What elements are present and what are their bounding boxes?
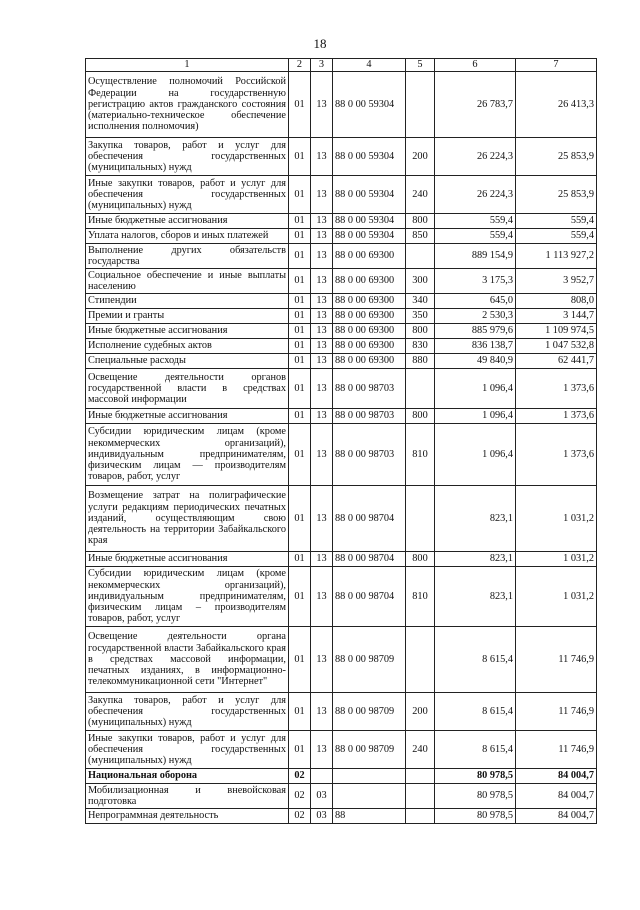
amount-year1-cell: 823,1 [435, 552, 516, 567]
subsection-code-cell: 13 [311, 731, 333, 769]
expense-type-cell: 240 [406, 731, 435, 769]
row-name-cell: Освещение деятельности органов государственной власти в средствах массовой информации [86, 369, 289, 409]
amount-year1-cell: 1 096,4 [435, 424, 516, 486]
amount-year1-cell: 3 175,3 [435, 269, 516, 294]
amount-year1-cell: 26 224,3 [435, 176, 516, 214]
amount-year2-cell: 808,0 [516, 294, 597, 309]
subsection-code-cell: 13 [311, 244, 333, 269]
expense-type-cell: 350 [406, 309, 435, 324]
section-code-cell: 02 [289, 769, 311, 784]
target-article-cell: 88 0 00 98704 [333, 552, 406, 567]
target-article-cell [333, 769, 406, 784]
column-header: 5 [406, 59, 435, 72]
amount-year1-cell: 80 978,5 [435, 809, 516, 824]
target-article-cell: 88 0 00 59304 [333, 176, 406, 214]
table-row [86, 214, 597, 229]
amount-year1-cell: 8 615,4 [435, 693, 516, 731]
table-row [86, 354, 597, 369]
subsection-code-cell: 13 [311, 409, 333, 424]
column-header: 6 [435, 59, 516, 72]
expense-type-cell [406, 769, 435, 784]
section-code-cell: 01 [289, 324, 311, 339]
column-header: 7 [516, 59, 597, 72]
subsection-code-cell: 03 [311, 784, 333, 809]
row-name-cell: Выполнение других обязательств государства [86, 244, 289, 269]
amount-year2-cell: 1 113 927,2 [516, 244, 597, 269]
subsection-code-cell: 13 [311, 369, 333, 409]
section-code-cell: 01 [289, 138, 311, 176]
amount-year1-cell: 49 840,9 [435, 354, 516, 369]
subsection-code-cell: 13 [311, 339, 333, 354]
section-code-cell: 01 [289, 369, 311, 409]
subsection-code-cell: 13 [311, 354, 333, 369]
section-code-cell: 01 [289, 176, 311, 214]
target-article-cell: 88 0 00 69300 [333, 324, 406, 339]
table-row [86, 769, 597, 784]
amount-year2-cell: 84 004,7 [516, 769, 597, 784]
target-article-cell: 88 0 00 69300 [333, 309, 406, 324]
target-article-cell: 88 0 00 59304 [333, 229, 406, 244]
subsection-code-cell: 13 [311, 424, 333, 486]
row-name-cell: Субсидии юридическим лицам (кроме некоммерческих организаций), индивидуальным предпринимателям, физическим лицам – производителям товаров, работ, услуг [86, 567, 289, 627]
section-code-cell: 01 [289, 552, 311, 567]
amount-year2-cell: 25 853,9 [516, 176, 597, 214]
amount-year1-cell: 645,0 [435, 294, 516, 309]
expense-type-cell [406, 244, 435, 269]
table-row [86, 339, 597, 354]
row-name-cell: Закупка товаров, работ и услуг для обеспечения государственных (муниципальных) нужд [86, 693, 289, 731]
target-article-cell: 88 0 00 69300 [333, 244, 406, 269]
amount-year2-cell: 3 144,7 [516, 309, 597, 324]
table-row [86, 409, 597, 424]
table-row [86, 627, 597, 693]
amount-year2-cell: 1 373,6 [516, 369, 597, 409]
table-row [86, 809, 597, 824]
expense-type-cell [406, 784, 435, 809]
row-name-cell: Уплата налогов, сборов и иных платежей [86, 229, 289, 244]
section-code-cell: 01 [289, 309, 311, 324]
table-header-row [86, 59, 597, 72]
table-row [86, 176, 597, 214]
row-name-cell: Премии и гранты [86, 309, 289, 324]
expense-type-cell: 300 [406, 269, 435, 294]
page-number: 18 [313, 36, 327, 51]
row-name-cell: Закупка товаров, работ и услуг для обеспечения государственных (муниципальных) нужд [86, 138, 289, 176]
row-name-cell: Специальные расходы [86, 354, 289, 369]
section-code-cell: 01 [289, 627, 311, 693]
expense-type-cell: 240 [406, 176, 435, 214]
target-article-cell: 88 0 00 98703 [333, 369, 406, 409]
table-row [86, 693, 597, 731]
subsection-code-cell: 13 [311, 229, 333, 244]
subsection-code-cell: 13 [311, 486, 333, 552]
expense-type-cell [406, 369, 435, 409]
subsection-code-cell: 03 [311, 809, 333, 824]
amount-year1-cell: 8 615,4 [435, 627, 516, 693]
section-code-cell: 01 [289, 486, 311, 552]
expense-type-cell: 880 [406, 354, 435, 369]
row-name-cell: Освещение деятельности органа государственной власти Забайкальского края в средствах массовой информации, печатных изданиях, в информационно-телекоммуникационной сети "Интернет" [86, 627, 289, 693]
amount-year2-cell: 559,4 [516, 214, 597, 229]
subsection-code-cell: 13 [311, 693, 333, 731]
row-name-cell: Иные закупки товаров, работ и услуг для обеспечения государственных (муниципальных) нужд [86, 176, 289, 214]
expense-type-cell: 800 [406, 552, 435, 567]
table-row [86, 72, 597, 138]
amount-year2-cell: 1 109 974,5 [516, 324, 597, 339]
expense-type-cell: 810 [406, 424, 435, 486]
amount-year2-cell: 1 373,6 [516, 424, 597, 486]
amount-year1-cell: 26 783,7 [435, 72, 516, 138]
row-name-cell: Иные бюджетные ассигнования [86, 552, 289, 567]
table-row [86, 294, 597, 309]
subsection-code-cell: 13 [311, 324, 333, 339]
row-name-cell: Исполнение судебных актов [86, 339, 289, 354]
amount-year2-cell: 84 004,7 [516, 809, 597, 824]
table-row [86, 731, 597, 769]
amount-year2-cell: 1 031,2 [516, 567, 597, 627]
amount-year1-cell: 1 096,4 [435, 369, 516, 409]
row-name-cell: Иные бюджетные ассигнования [86, 324, 289, 339]
expense-type-cell: 830 [406, 339, 435, 354]
amount-year1-cell: 559,4 [435, 229, 516, 244]
subsection-code-cell: 13 [311, 627, 333, 693]
amount-year1-cell: 80 978,5 [435, 769, 516, 784]
target-article-cell: 88 0 00 59304 [333, 138, 406, 176]
table-body [86, 72, 597, 824]
section-code-cell: 02 [289, 809, 311, 824]
subsection-code-cell: 13 [311, 294, 333, 309]
amount-year2-cell: 1 031,2 [516, 486, 597, 552]
expense-type-cell: 800 [406, 214, 435, 229]
expense-type-cell: 800 [406, 409, 435, 424]
expense-type-cell: 200 [406, 693, 435, 731]
amount-year1-cell: 1 096,4 [435, 409, 516, 424]
subsection-code-cell: 13 [311, 567, 333, 627]
target-article-cell: 88 0 00 98703 [333, 424, 406, 486]
section-code-cell: 01 [289, 731, 311, 769]
target-article-cell: 88 0 00 98704 [333, 486, 406, 552]
expense-type-cell: 800 [406, 324, 435, 339]
table-row [86, 784, 597, 809]
row-name-cell: Субсидии юридическим лицам (кроме некоммерческих организаций), индивидуальным предпринимателям, физическим лицам — производителям товаров, работ, услуг [86, 424, 289, 486]
expense-type-cell: 200 [406, 138, 435, 176]
section-code-cell: 01 [289, 72, 311, 138]
target-article-cell: 88 0 00 98709 [333, 693, 406, 731]
column-header: 3 [311, 59, 333, 72]
section-code-cell: 01 [289, 229, 311, 244]
table-row [86, 369, 597, 409]
row-name-cell: Мобилизационная и вневойсковая подготовка [86, 784, 289, 809]
subsection-code-cell: 13 [311, 269, 333, 294]
amount-year1-cell: 823,1 [435, 486, 516, 552]
subsection-code-cell: 13 [311, 176, 333, 214]
section-code-cell: 01 [289, 567, 311, 627]
target-article-cell: 88 0 00 98703 [333, 409, 406, 424]
table-row [86, 324, 597, 339]
amount-year1-cell: 885 979,6 [435, 324, 516, 339]
target-article-cell: 88 0 00 69300 [333, 354, 406, 369]
section-code-cell: 01 [289, 294, 311, 309]
expense-type-cell [406, 809, 435, 824]
table-row [86, 486, 597, 552]
subsection-code-cell: 13 [311, 138, 333, 176]
amount-year1-cell: 26 224,3 [435, 138, 516, 176]
target-article-cell: 88 0 00 59304 [333, 72, 406, 138]
amount-year2-cell: 11 746,9 [516, 693, 597, 731]
budget-table [85, 58, 597, 824]
target-article-cell: 88 0 00 69300 [333, 339, 406, 354]
amount-year1-cell: 823,1 [435, 567, 516, 627]
target-article-cell: 88 0 00 59304 [333, 214, 406, 229]
table-row [86, 424, 597, 486]
target-article-cell: 88 0 00 98709 [333, 627, 406, 693]
subsection-code-cell: 13 [311, 309, 333, 324]
table-row [86, 269, 597, 294]
amount-year1-cell: 559,4 [435, 214, 516, 229]
table-row [86, 229, 597, 244]
amount-year1-cell: 836 138,7 [435, 339, 516, 354]
amount-year2-cell: 3 952,7 [516, 269, 597, 294]
subsection-code-cell: 13 [311, 214, 333, 229]
target-article-cell: 88 [333, 809, 406, 824]
target-article-cell [333, 784, 406, 809]
subsection-code-cell: 13 [311, 72, 333, 138]
section-code-cell: 01 [289, 693, 311, 731]
amount-year2-cell: 84 004,7 [516, 784, 597, 809]
table-row [86, 138, 597, 176]
row-name-cell: Стипендии [86, 294, 289, 309]
row-name-cell: Иные закупки товаров, работ и услуг для обеспечения государственных (муниципальных) нужд [86, 731, 289, 769]
column-header: 2 [289, 59, 311, 72]
row-name-cell: Социальное обеспечение и иные выплаты населению [86, 269, 289, 294]
section-code-cell: 01 [289, 409, 311, 424]
expense-type-cell [406, 486, 435, 552]
row-name-cell: Непрограммная деятельность [86, 809, 289, 824]
amount-year1-cell: 2 530,3 [435, 309, 516, 324]
amount-year2-cell: 1 373,6 [516, 409, 597, 424]
section-code-cell: 01 [289, 214, 311, 229]
row-name-cell: Национальная оборона [86, 769, 289, 784]
expense-type-cell: 810 [406, 567, 435, 627]
column-header: 4 [333, 59, 406, 72]
table-row [86, 309, 597, 324]
amount-year2-cell: 559,4 [516, 229, 597, 244]
row-name-cell: Осуществление полномочий Российской Федерации на государственную регистрацию актов гражданского состояния (материально-техническое обеспечение исполнения полномочия) [86, 72, 289, 138]
subsection-code-cell [311, 769, 333, 784]
row-name-cell: Иные бюджетные ассигнования [86, 409, 289, 424]
section-code-cell: 01 [289, 339, 311, 354]
subsection-code-cell: 13 [311, 552, 333, 567]
amount-year2-cell: 62 441,7 [516, 354, 597, 369]
expense-type-cell [406, 627, 435, 693]
amount-year2-cell: 1 031,2 [516, 552, 597, 567]
amount-year2-cell: 26 413,3 [516, 72, 597, 138]
amount-year2-cell: 11 746,9 [516, 731, 597, 769]
expense-type-cell [406, 72, 435, 138]
amount-year1-cell: 889 154,9 [435, 244, 516, 269]
amount-year2-cell: 11 746,9 [516, 627, 597, 693]
amount-year2-cell: 1 047 532,8 [516, 339, 597, 354]
table-row [86, 552, 597, 567]
expense-type-cell: 850 [406, 229, 435, 244]
amount-year1-cell: 80 978,5 [435, 784, 516, 809]
table-row [86, 567, 597, 627]
amount-year2-cell: 25 853,9 [516, 138, 597, 176]
target-article-cell: 88 0 00 98709 [333, 731, 406, 769]
target-article-cell: 88 0 00 69300 [333, 294, 406, 309]
target-article-cell: 88 0 00 69300 [333, 269, 406, 294]
section-code-cell: 01 [289, 269, 311, 294]
row-name-cell: Иные бюджетные ассигнования [86, 214, 289, 229]
section-code-cell: 01 [289, 424, 311, 486]
target-article-cell: 88 0 00 98704 [333, 567, 406, 627]
column-header: 1 [86, 59, 289, 72]
expense-type-cell: 340 [406, 294, 435, 309]
section-code-cell: 02 [289, 784, 311, 809]
amount-year1-cell: 8 615,4 [435, 731, 516, 769]
table-row [86, 244, 597, 269]
section-code-cell: 01 [289, 354, 311, 369]
section-code-cell: 01 [289, 244, 311, 269]
row-name-cell: Возмещение затрат на полиграфические услуги редакциям периодических печатных изданий, осуществляющим свою деятельность на территории Забайкальского края [86, 486, 289, 552]
